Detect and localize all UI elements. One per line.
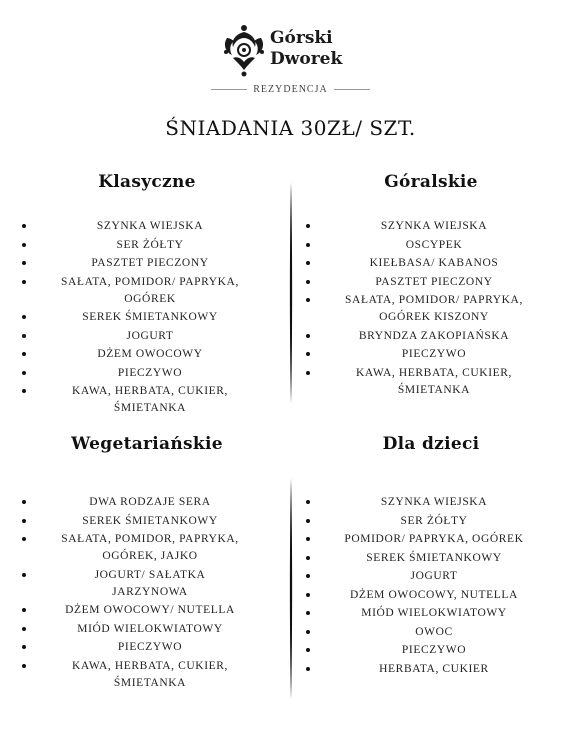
list-item <box>22 567 272 601</box>
list-item-text: JARZYNOWA <box>112 585 188 598</box>
list-item <box>306 531 556 548</box>
list-item <box>22 346 272 363</box>
column-divider-top <box>286 182 296 404</box>
bullet-icon <box>306 611 310 615</box>
list-item <box>306 642 556 659</box>
list-item <box>22 494 272 511</box>
bullet-icon <box>306 593 310 597</box>
bullet-icon <box>306 630 310 634</box>
list-item-text: MIÓD WIELOKWIATOWY <box>361 607 507 619</box>
list-item <box>22 531 272 565</box>
list-item-text: POMIDOR/ PAPRYKA, OGÓREK <box>344 533 524 545</box>
brand-subtitle-text: REZYDENCJA <box>253 84 328 95</box>
list-item <box>22 328 272 345</box>
list-item-text: KAWA, HERBATA, CUKIER, <box>71 385 229 397</box>
list-item-text: SZYNKA WIEJSKA <box>380 220 488 232</box>
list-item-text: OSCYPEK <box>405 238 463 251</box>
list-item-text: KIEŁBASA/ KABANOS <box>369 257 499 269</box>
list-item-text: JOGURT <box>126 329 174 342</box>
list-item <box>306 550 556 567</box>
section-wegetarianskie <box>22 434 272 689</box>
bullet-icon <box>306 500 310 504</box>
list-item <box>306 568 556 585</box>
list-item-text: SZYNKA WIEJSKA <box>96 220 204 232</box>
list-item-text: ŚMIETANKA <box>113 676 187 689</box>
item-list <box>22 494 272 693</box>
bullet-icon <box>306 556 310 560</box>
list-item-text: JOGURT/ SAŁATKA <box>94 568 206 581</box>
list-item-text: SEREK ŚMIETANKOWY <box>82 514 218 527</box>
list-item-text: SER ŻÓŁTY <box>116 238 184 251</box>
bullet-icon <box>22 519 26 523</box>
bullet-icon <box>306 574 310 578</box>
bullet-icon <box>306 352 310 356</box>
list-item <box>22 255 272 272</box>
list-item-text: DŻEM OWOCOWY/ NUTELLA <box>65 604 235 616</box>
bullet-icon <box>306 648 310 652</box>
list-item-text: SAŁATA, POMIDOR, PAPRYKA, <box>61 533 239 545</box>
item-list <box>306 218 556 400</box>
bullet-icon <box>306 280 310 284</box>
list-item-text: PIECZYWO <box>117 641 183 653</box>
list-item <box>22 658 272 692</box>
section-heading: Góralskie <box>384 172 478 192</box>
list-item-text: ŚMIETANKA <box>397 383 471 396</box>
bullet-icon <box>306 224 310 228</box>
brand-name-line2: Dworek <box>270 49 343 69</box>
section-dla-dzieci <box>306 434 556 675</box>
bullet-icon <box>306 261 310 265</box>
list-item-text: SAŁATA, POMIDOR/ PAPRYKA, <box>61 275 239 288</box>
list-item <box>306 513 556 530</box>
list-item-text: SEREK ŚMIETANKOWY <box>366 551 502 564</box>
list-item-text: SAŁATA, POMIDOR/ PAPRYKA, <box>345 294 523 306</box>
bullet-icon <box>22 315 26 319</box>
section-heading: Wegetariańskie <box>71 434 223 454</box>
list-item <box>22 602 272 619</box>
list-item-text: MIÓD WIELOKWIATOWY <box>77 622 223 635</box>
subtitle-rule-left <box>211 89 247 90</box>
list-item <box>306 661 556 678</box>
bullet-icon <box>22 573 26 577</box>
brand-subtitle <box>0 84 581 95</box>
section-heading: Klasyczne <box>98 172 196 192</box>
list-item <box>22 274 272 308</box>
bullet-icon <box>22 500 26 504</box>
bullet-icon <box>22 224 26 228</box>
bullet-icon <box>306 298 310 302</box>
list-item <box>306 237 556 254</box>
item-list <box>306 494 556 679</box>
bullet-icon <box>22 280 26 284</box>
list-item <box>22 309 272 326</box>
bullet-icon <box>22 627 26 631</box>
list-item-text: ŚMIETANKA <box>113 402 187 414</box>
list-item-text: HERBATA, CUKIER <box>379 662 489 675</box>
brand-name-line1: Górski <box>270 28 333 48</box>
column-divider-bottom <box>286 478 296 700</box>
list-item-text: PASZTET PIECZONY <box>375 275 493 288</box>
bullet-icon <box>22 645 26 649</box>
list-item-text: SZYNKA WIEJSKA <box>380 496 488 508</box>
list-item <box>306 624 556 641</box>
item-list <box>22 218 272 419</box>
brand-logo <box>0 22 581 102</box>
section-klasyczne <box>22 172 272 414</box>
page-title: ŚNIADANIA 30ZŁ/ SZT. <box>165 116 416 140</box>
list-item <box>306 274 556 291</box>
list-item <box>306 494 556 511</box>
bullet-icon <box>306 334 310 338</box>
bullet-icon <box>22 389 26 393</box>
list-item <box>22 218 272 235</box>
section-goralskie <box>306 172 556 396</box>
list-item <box>306 605 556 622</box>
list-item <box>22 365 272 382</box>
list-item-text: OWOC <box>415 625 453 638</box>
list-item <box>306 218 556 235</box>
bullet-icon <box>306 243 310 247</box>
list-item <box>22 513 272 530</box>
list-item <box>22 621 272 638</box>
subtitle-rule-right <box>334 89 370 90</box>
list-item <box>22 383 272 417</box>
list-item-text: DŻEM OWOCOWY, NUTELLA <box>350 588 518 601</box>
ornament-icon <box>221 22 267 78</box>
list-item-text: OGÓREK, JAJKO <box>102 550 198 562</box>
list-item-text: DWA RODZAJE SERA <box>89 496 211 508</box>
list-item <box>306 328 556 345</box>
bullet-icon <box>22 608 26 612</box>
bullet-icon <box>306 371 310 375</box>
list-item-text: DŻEM OWOCOWY <box>97 348 203 360</box>
list-item-text: OGÓREK KISZONY <box>379 311 489 323</box>
bullet-icon <box>22 371 26 375</box>
bullet-icon <box>306 667 310 671</box>
list-item-text: SEREK ŚMIETANKOWY <box>82 311 218 323</box>
list-item-text: PIECZYWO <box>401 644 467 656</box>
bullet-icon <box>306 537 310 541</box>
list-item-text: SER ŻÓŁTY <box>400 514 468 527</box>
list-item-text: KAWA, HERBATA, CUKIER, <box>355 366 513 379</box>
list-item <box>22 237 272 254</box>
list-item <box>306 365 556 399</box>
list-item-text: KAWA, HERBATA, CUKIER, <box>71 659 229 672</box>
list-item-text: PIECZYWO <box>401 348 467 360</box>
list-item-text: PASZTET PIECZONY <box>91 257 209 269</box>
bullet-icon <box>22 537 26 541</box>
list-item-text: BRYNDZA ZAKOPIAŃSKA <box>358 329 510 342</box>
list-item <box>306 587 556 604</box>
bullet-icon <box>22 334 26 338</box>
list-item-text: OGÓREK <box>124 292 176 305</box>
list-item <box>22 639 272 656</box>
list-item <box>306 255 556 272</box>
bullet-icon <box>22 261 26 265</box>
section-heading: Dla dzieci <box>382 434 480 454</box>
list-item <box>306 292 556 326</box>
list-item-text: JOGURT <box>410 570 458 582</box>
bullet-icon <box>22 352 26 356</box>
brand-name <box>270 28 342 70</box>
bullet-icon <box>306 519 310 523</box>
bullet-icon <box>22 664 26 668</box>
bullet-icon <box>22 243 26 247</box>
list-item <box>306 346 556 363</box>
list-item-text: PIECZYWO <box>117 366 183 379</box>
